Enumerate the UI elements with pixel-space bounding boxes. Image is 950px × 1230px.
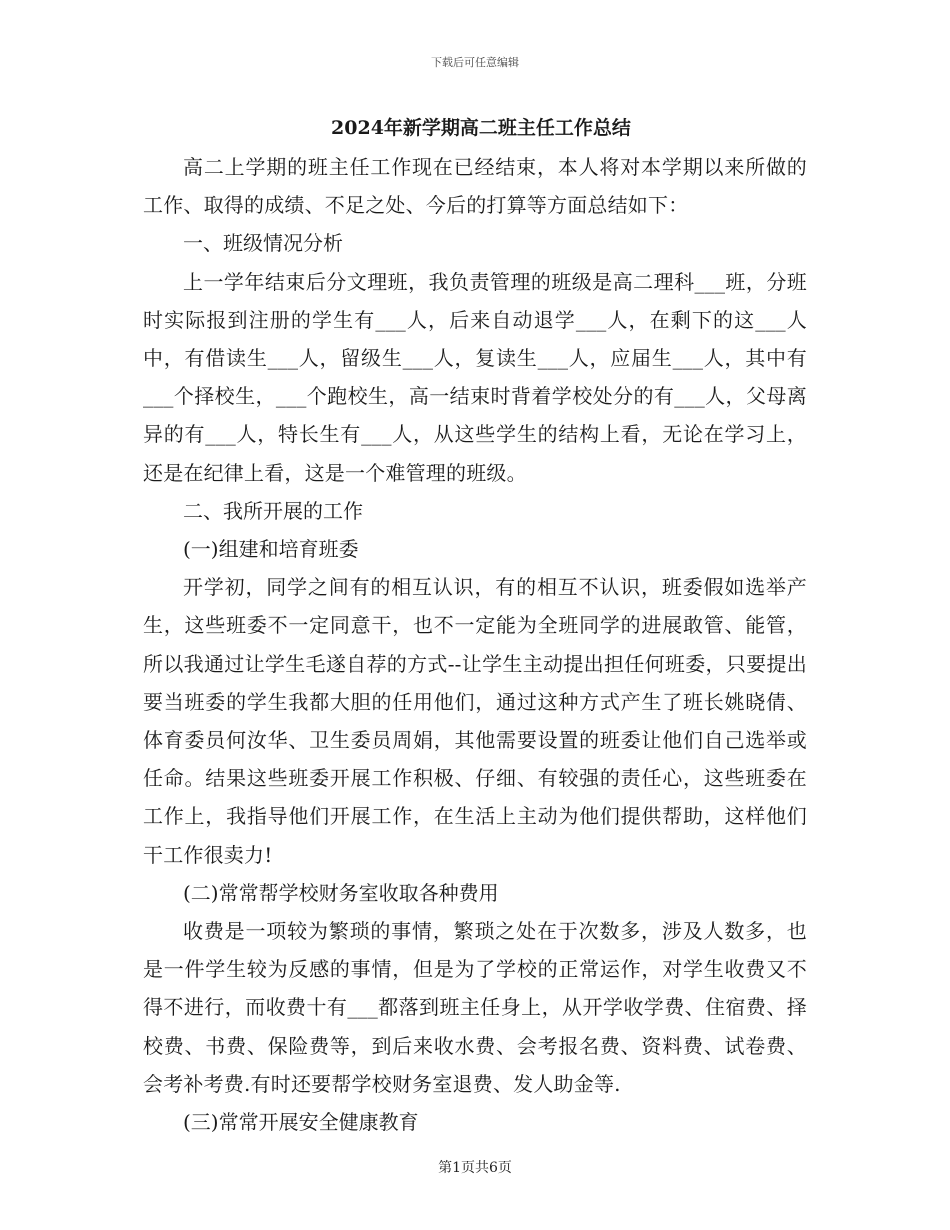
subsection1-heading: (一)组建和培育班委 — [183, 537, 359, 562]
subsection1-paragraph: 开学初，同学之间有的相互认识，有的相互不认识，班委假如选举产生，这些班委不一定同意干，也不一定能为全班同学的进展敢管、能管，所以我通过让学生毛遂自荐的方式--让学生主动提出担任何班委，只要提出要当班委的学生我都大胆的任用他们，通过这种方式产生了班长姚晓倩、体育委员何汝华、卫生委员周娟，其他需要设置的班委让他们自己选举或任命。结果这些班委开展工作积极、仔细、有较强的责任心，这些班委在工作上，我指导他们开展工作，在生活上主动为他们提供帮助，这样他们干工作很卖力! — [143, 575, 807, 867]
subsection2-heading: (二)常常帮学校财务室收取各种费用 — [183, 880, 499, 905]
header-note: 下载后可任意编辑 — [431, 56, 519, 69]
section1-paragraph: 上一学年结束后分文理班，我负责管理的班级是高二理科___班，分班时实际报到注册的学生有___人，后来自动退学___人，在剩下的这___人中，有借读生___人，留级生___人，复读生___人，应届生___人，其中有___个择校生，___个跑校生，高一结束时背着学校处分的有___人，父母离异的有___人，特长生有___人，从这些学生的结构上看，无论在学习上，还是在纪律上看，这是一个难管理的班级。 — [143, 269, 807, 485]
subsection3-heading: (三)常常开展安全健康教育 — [183, 1110, 419, 1135]
intro-paragraph: 高二上学期的班主任工作现在已经结束，本人将对本学期以来所做的工作、取得的成绩、不足之处、今后的打算等方面总结如下： — [143, 155, 807, 218]
document-title: 2024年新学期高二班主任工作总结 — [331, 117, 631, 139]
document-body — [143, 108, 807, 1141]
page-footer: 第1页共6页 — [438, 1160, 512, 1176]
section1-heading: 一、班级情况分析 — [183, 231, 343, 256]
section2-heading: 二、我所开展的工作 — [183, 498, 363, 523]
subsection2-paragraph: 收费是一项较为繁琐的事情，繁琐之处在于次数多，涉及人数多，也是一件学生较为反感的事情，但是为了学校的正常运作，对学生收费又不得不进行，而收费十有___都落到班主任身上，从开学收学费、住宿费、择校费、书费、保险费等，到后来收水费、会考报名费、资料费、试卷费、会考补考费.有时还要帮学校财务室退费、发人助金等. — [143, 919, 807, 1096]
